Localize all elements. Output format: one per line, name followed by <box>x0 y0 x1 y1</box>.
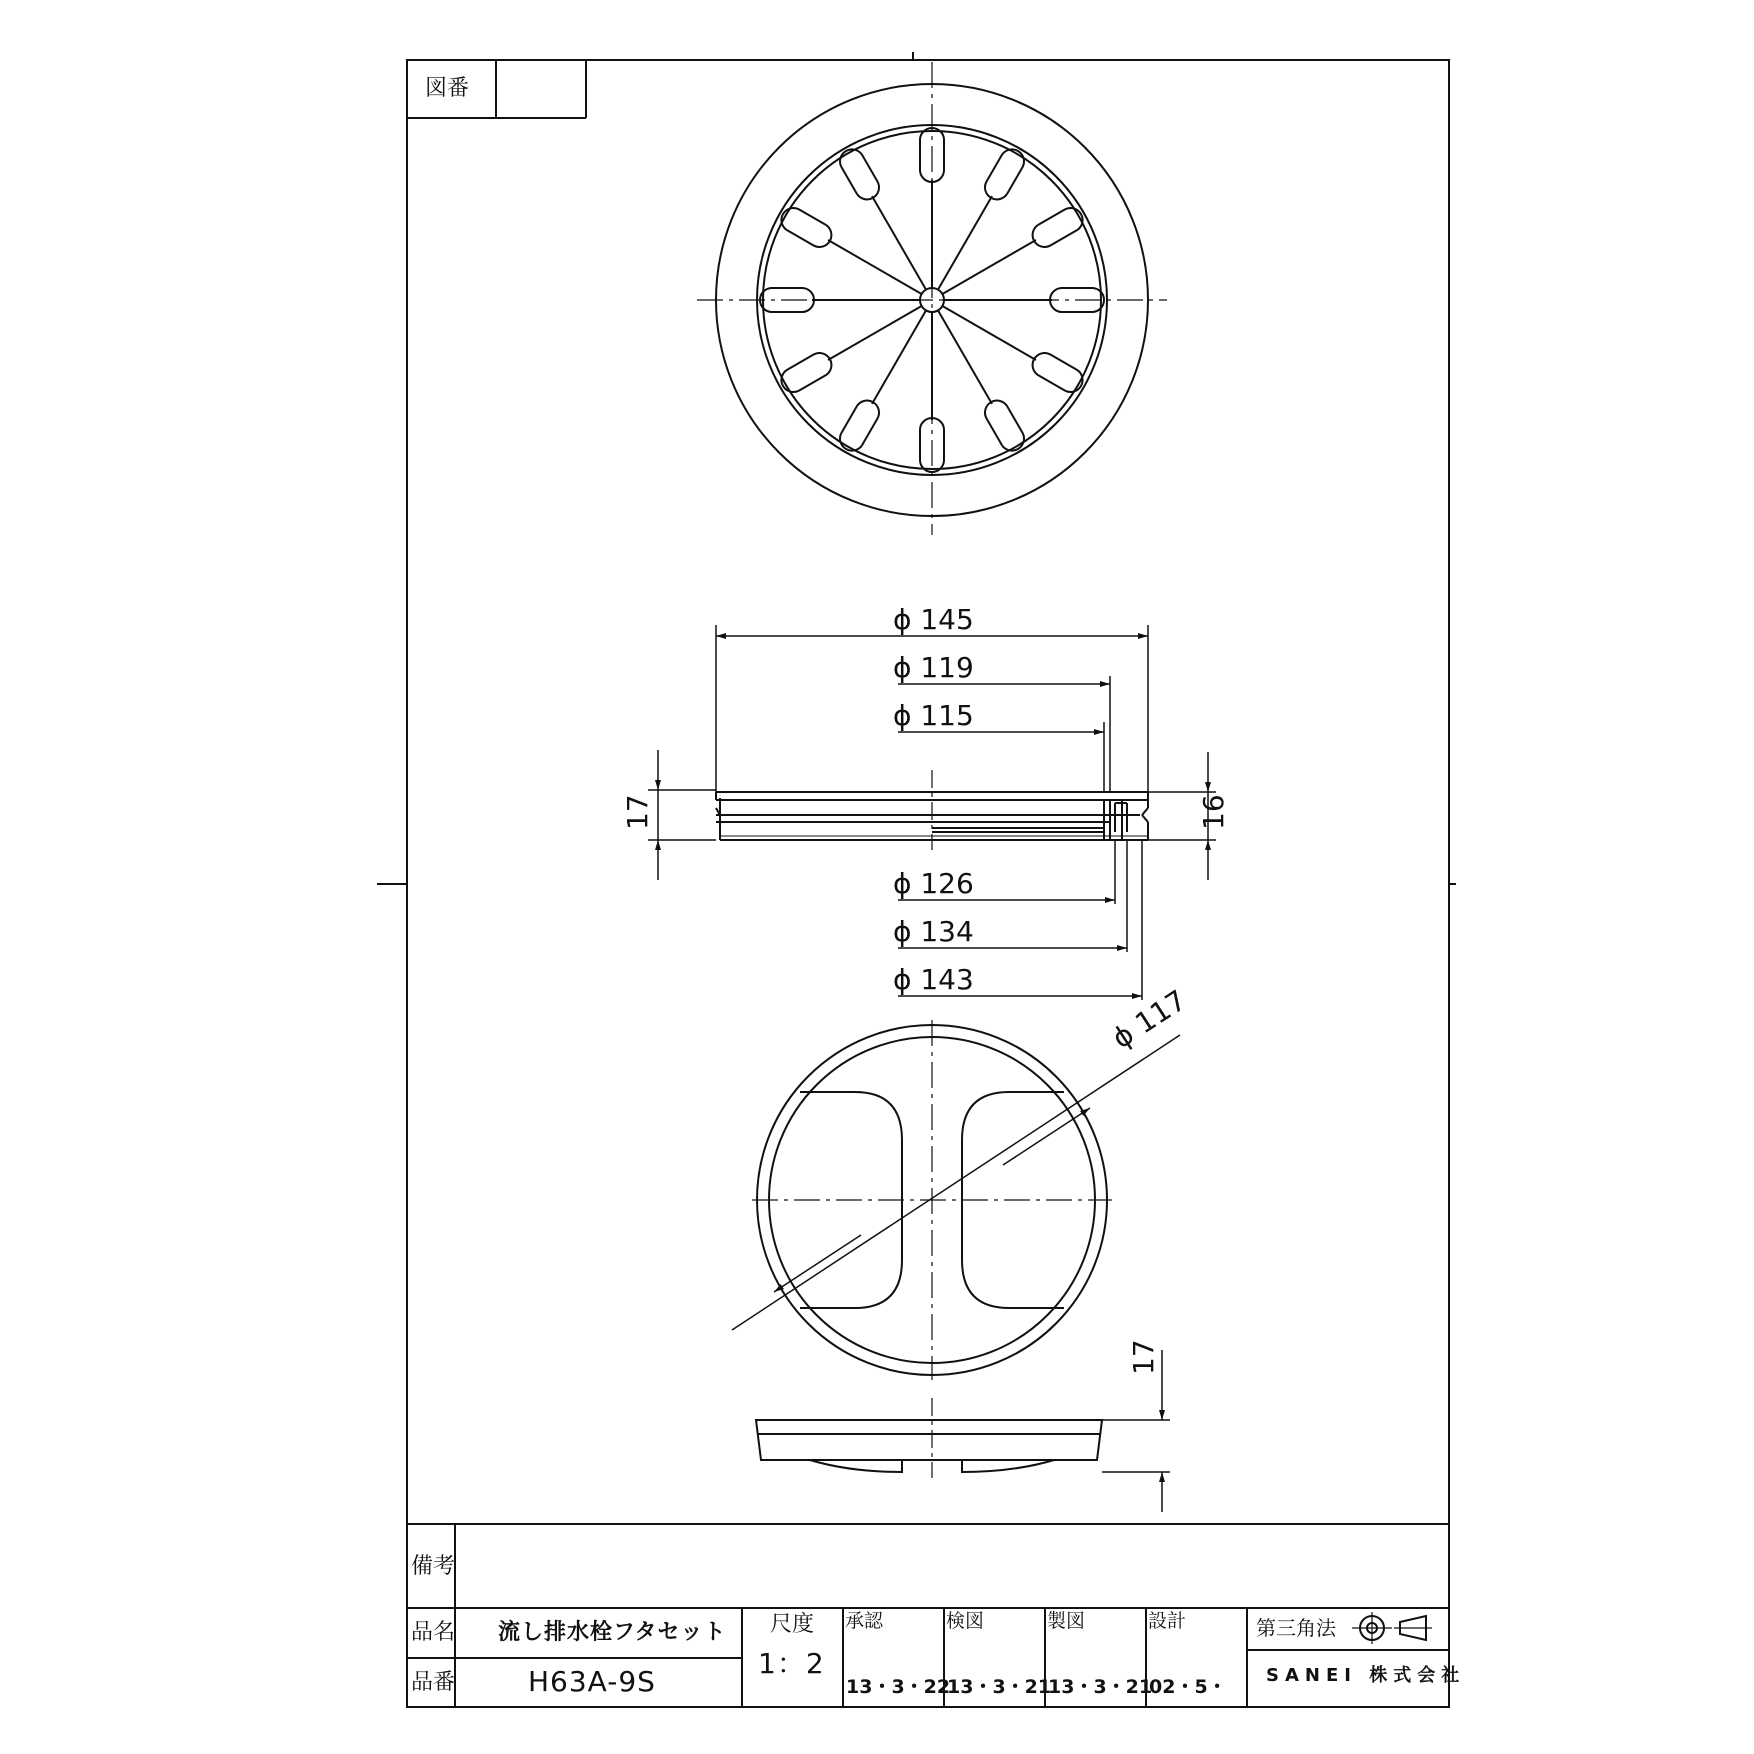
bottom-view <box>732 1020 1180 1380</box>
product-number-value: H63A-9S <box>528 1665 656 1698</box>
strainer-slot <box>1028 349 1087 397</box>
strainer-spoke <box>938 196 992 290</box>
remarks-label: 備考 <box>411 1554 456 1579</box>
check-label: 検図 <box>946 1610 985 1632</box>
strainer-slot <box>777 204 836 252</box>
design-date: 02・5・ <box>1149 1676 1227 1698</box>
dim-phi143: ϕ 143 <box>893 963 974 996</box>
strainer-slot <box>1028 204 1087 252</box>
draw-label: 製図 <box>1047 1610 1086 1632</box>
strainer-slot <box>836 396 884 455</box>
projection-label: 第三角法 <box>1256 1616 1336 1640</box>
scale-value: 1：2 <box>758 1647 825 1680</box>
strainer-spoke <box>828 306 922 360</box>
design-label: 設計 <box>1148 1610 1187 1632</box>
strainer-slot <box>836 145 884 204</box>
product-name-label: 品名 <box>411 1620 456 1645</box>
strainer-spoke <box>942 306 1036 360</box>
company-name: SANEI 株式会社 <box>1266 1665 1466 1686</box>
approve-label: 承認 <box>845 1610 884 1632</box>
dim-phi117: ϕ 117 <box>1106 983 1193 1056</box>
strainer-slot <box>981 396 1029 455</box>
product-number-label: 品番 <box>411 1670 456 1695</box>
dim-phi134: ϕ 134 <box>893 915 974 948</box>
product-name-value: 流し排水栓フタセット <box>498 1620 727 1645</box>
approve-date: 13・3・22 <box>846 1676 951 1698</box>
third-angle-projection-icon <box>1352 1612 1432 1644</box>
strainer-spoke <box>942 240 1036 294</box>
dim-height-17-left: 17 <box>621 794 654 830</box>
strainer-slot <box>981 145 1029 204</box>
strainer-slot <box>777 349 836 397</box>
bottom-side-view <box>756 1350 1170 1512</box>
dim-phi119: ϕ 119 <box>893 651 974 684</box>
drawing-number-label: 図番 <box>425 76 470 101</box>
dim-phi126: ϕ 126 <box>893 867 974 900</box>
top-view <box>697 62 1167 535</box>
dim-height-17-bottom: 17 <box>1127 1339 1160 1375</box>
dim-height-16-right: 16 <box>1197 794 1230 830</box>
dim-phi145: ϕ 145 <box>893 603 974 636</box>
strainer-spoke <box>938 310 992 404</box>
check-date: 13・3・21 <box>947 1676 1052 1698</box>
scale-label: 尺度 <box>770 1612 815 1637</box>
section-view <box>716 770 1148 850</box>
strainer-spoke <box>828 240 922 294</box>
strainer-spoke <box>872 196 926 290</box>
dim-phi115: ϕ 115 <box>893 699 974 732</box>
strainer-spoke <box>872 310 926 404</box>
draw-date: 13・3・21 <box>1048 1676 1153 1698</box>
